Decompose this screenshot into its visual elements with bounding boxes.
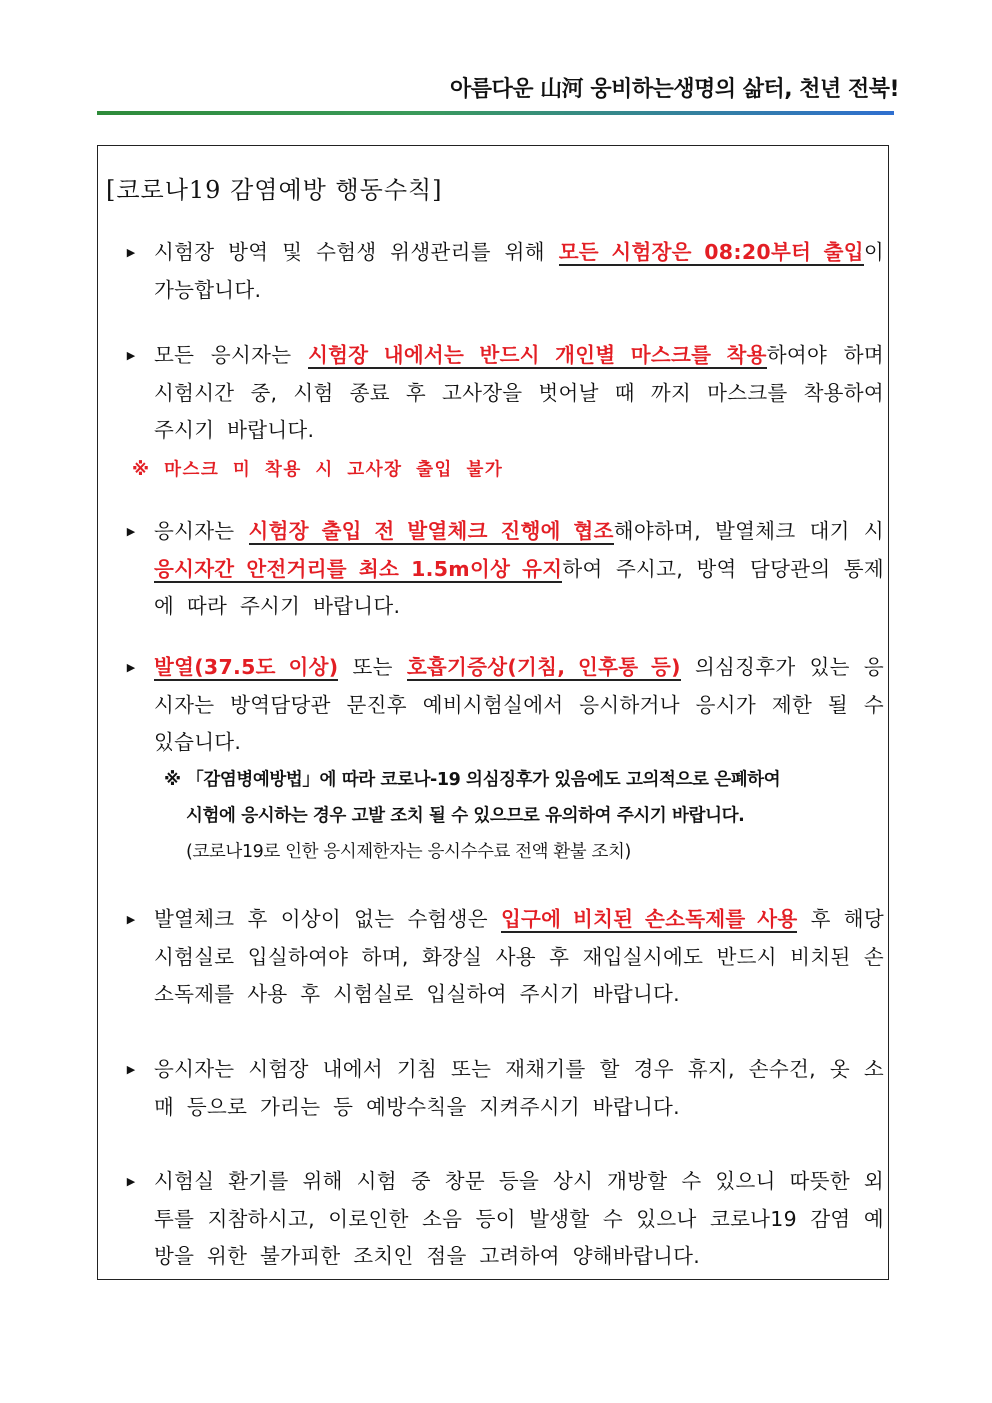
rule-item-4-text: 발열(37.5도 이상) 또는 호흡기증상(기침, 인후통 등) 의심징후가 있는 응시자는 방역담당관 문진후 예비시험실에서 응시하거나 응시가 제한 될 수 있습니다.	[154, 655, 885, 754]
law-note-line-3: (코로나19로 인한 응시제한자는 응시수수료 전액 환불 조치)	[186, 842, 631, 862]
triangle-right-icon: ▶	[126, 1062, 136, 1076]
rule-item-7	[124, 1163, 884, 1276]
notice-title: [코로나19 감염예방 행동수칙]	[106, 176, 443, 204]
rule-item-1-text: 시험장 방역 및 수험생 위생관리를 위해 모든 시험장은 08:20부터 출입이 가능합니다.	[154, 240, 884, 302]
slogan-text: 아름다운 山河 웅비하는생명의 삶터, 천년 전북!	[450, 77, 899, 102]
mask-warning-note: ※ 마스크 미 착용 시 고사장 출입 불가	[132, 460, 504, 480]
highlight-respiratory: 호흡기증상(기침, 인후통 등)	[406, 655, 681, 679]
slogan-underline-bar	[97, 111, 894, 115]
rule-item-5-text: 발열체크 후 이상이 없는 수험생은 입구에 비치된 손소독제를 사용 후 해당 시험실로 입실하여야 하며, 화장실 사용 후 재입실시에도 반드시 비치된 손소독제를 사용 후 시험실로 입실하여 주시기 바랍니다.	[154, 907, 884, 1006]
rule-item-6-text: 응시자는 시험장 내에서 기침 또는 재채기를 할 경우 휴지, 손수건, 옷 소매 등으로 가리는 등 예방수칙을 지켜주시기 바랍니다.	[154, 1057, 884, 1119]
rule-item-7-text: 시험실 환기를 위해 시험 중 창문 등을 상시 개방할 수 있으니 따뜻한 외투를 지참하시고, 이로인한 소음 등이 발생할 수 있으나 코로나19 감염 예방을 위한 불가피한 조치인 점을 고려하여 양해바랍니다.	[154, 1169, 884, 1268]
rule-item-4	[124, 649, 884, 762]
highlight-fever: 발열(37.5도 이상)	[154, 655, 339, 679]
rule-item-5	[124, 901, 884, 1014]
rule-item-6	[124, 1051, 884, 1126]
highlight-distance: 응시자간 안전거리를 최소 1.5m이상 유지	[154, 556, 563, 581]
rule-item-1	[124, 234, 884, 309]
rule-item-2-text: 모든 응시자는 시험장 내에서는 반드시 개인별 마스크를 착용하여야 하며 시험시간 중, 시험 종료 후 고사장을 벗어날 때 까지 마스크를 착용하여 주시기 바랍니다.	[154, 343, 884, 442]
highlight-mask: 시험장 내에서는 반드시 개인별 마스크를 착용	[308, 343, 767, 367]
highlight-fever-check: 시험장 출입 전 발열체크 진행에 협조	[248, 519, 614, 543]
triangle-right-icon: ▶	[126, 912, 136, 926]
triangle-right-icon: ▶	[126, 524, 136, 538]
law-note-line-2: 시험에 응시하는 경우 고발 조치 될 수 있으므로 유의하여 주시기 바랍니다.	[186, 806, 745, 826]
triangle-right-icon: ▶	[126, 660, 136, 674]
law-note	[144, 762, 886, 870]
law-note-line-1: ※ 「감염병예방법」에 따라 코로나-19 의심징후가 있음에도 고의적으로 은폐하여	[164, 770, 781, 790]
rule-item-2	[124, 337, 884, 450]
triangle-right-icon: ▶	[126, 1174, 136, 1188]
triangle-right-icon: ▶	[126, 348, 136, 362]
highlight-entry-time: 모든 시험장은 08:20부터 출입	[558, 240, 864, 264]
triangle-right-icon: ▶	[126, 245, 136, 259]
rule-item-3-text: 응시자는 시험장 출입 전 발열체크 진행에 협조해야하며, 발열체크 대기 시 응시자간 안전거리를 최소 1.5m이상 유지하여 주시고, 방역 담당관의 통제에 따라 주시기 바랍니다.	[154, 519, 884, 618]
highlight-sanitizer: 입구에 비치된 손소독제를 사용	[500, 907, 798, 931]
notice-box	[97, 145, 889, 1280]
rule-item-3	[124, 513, 884, 626]
